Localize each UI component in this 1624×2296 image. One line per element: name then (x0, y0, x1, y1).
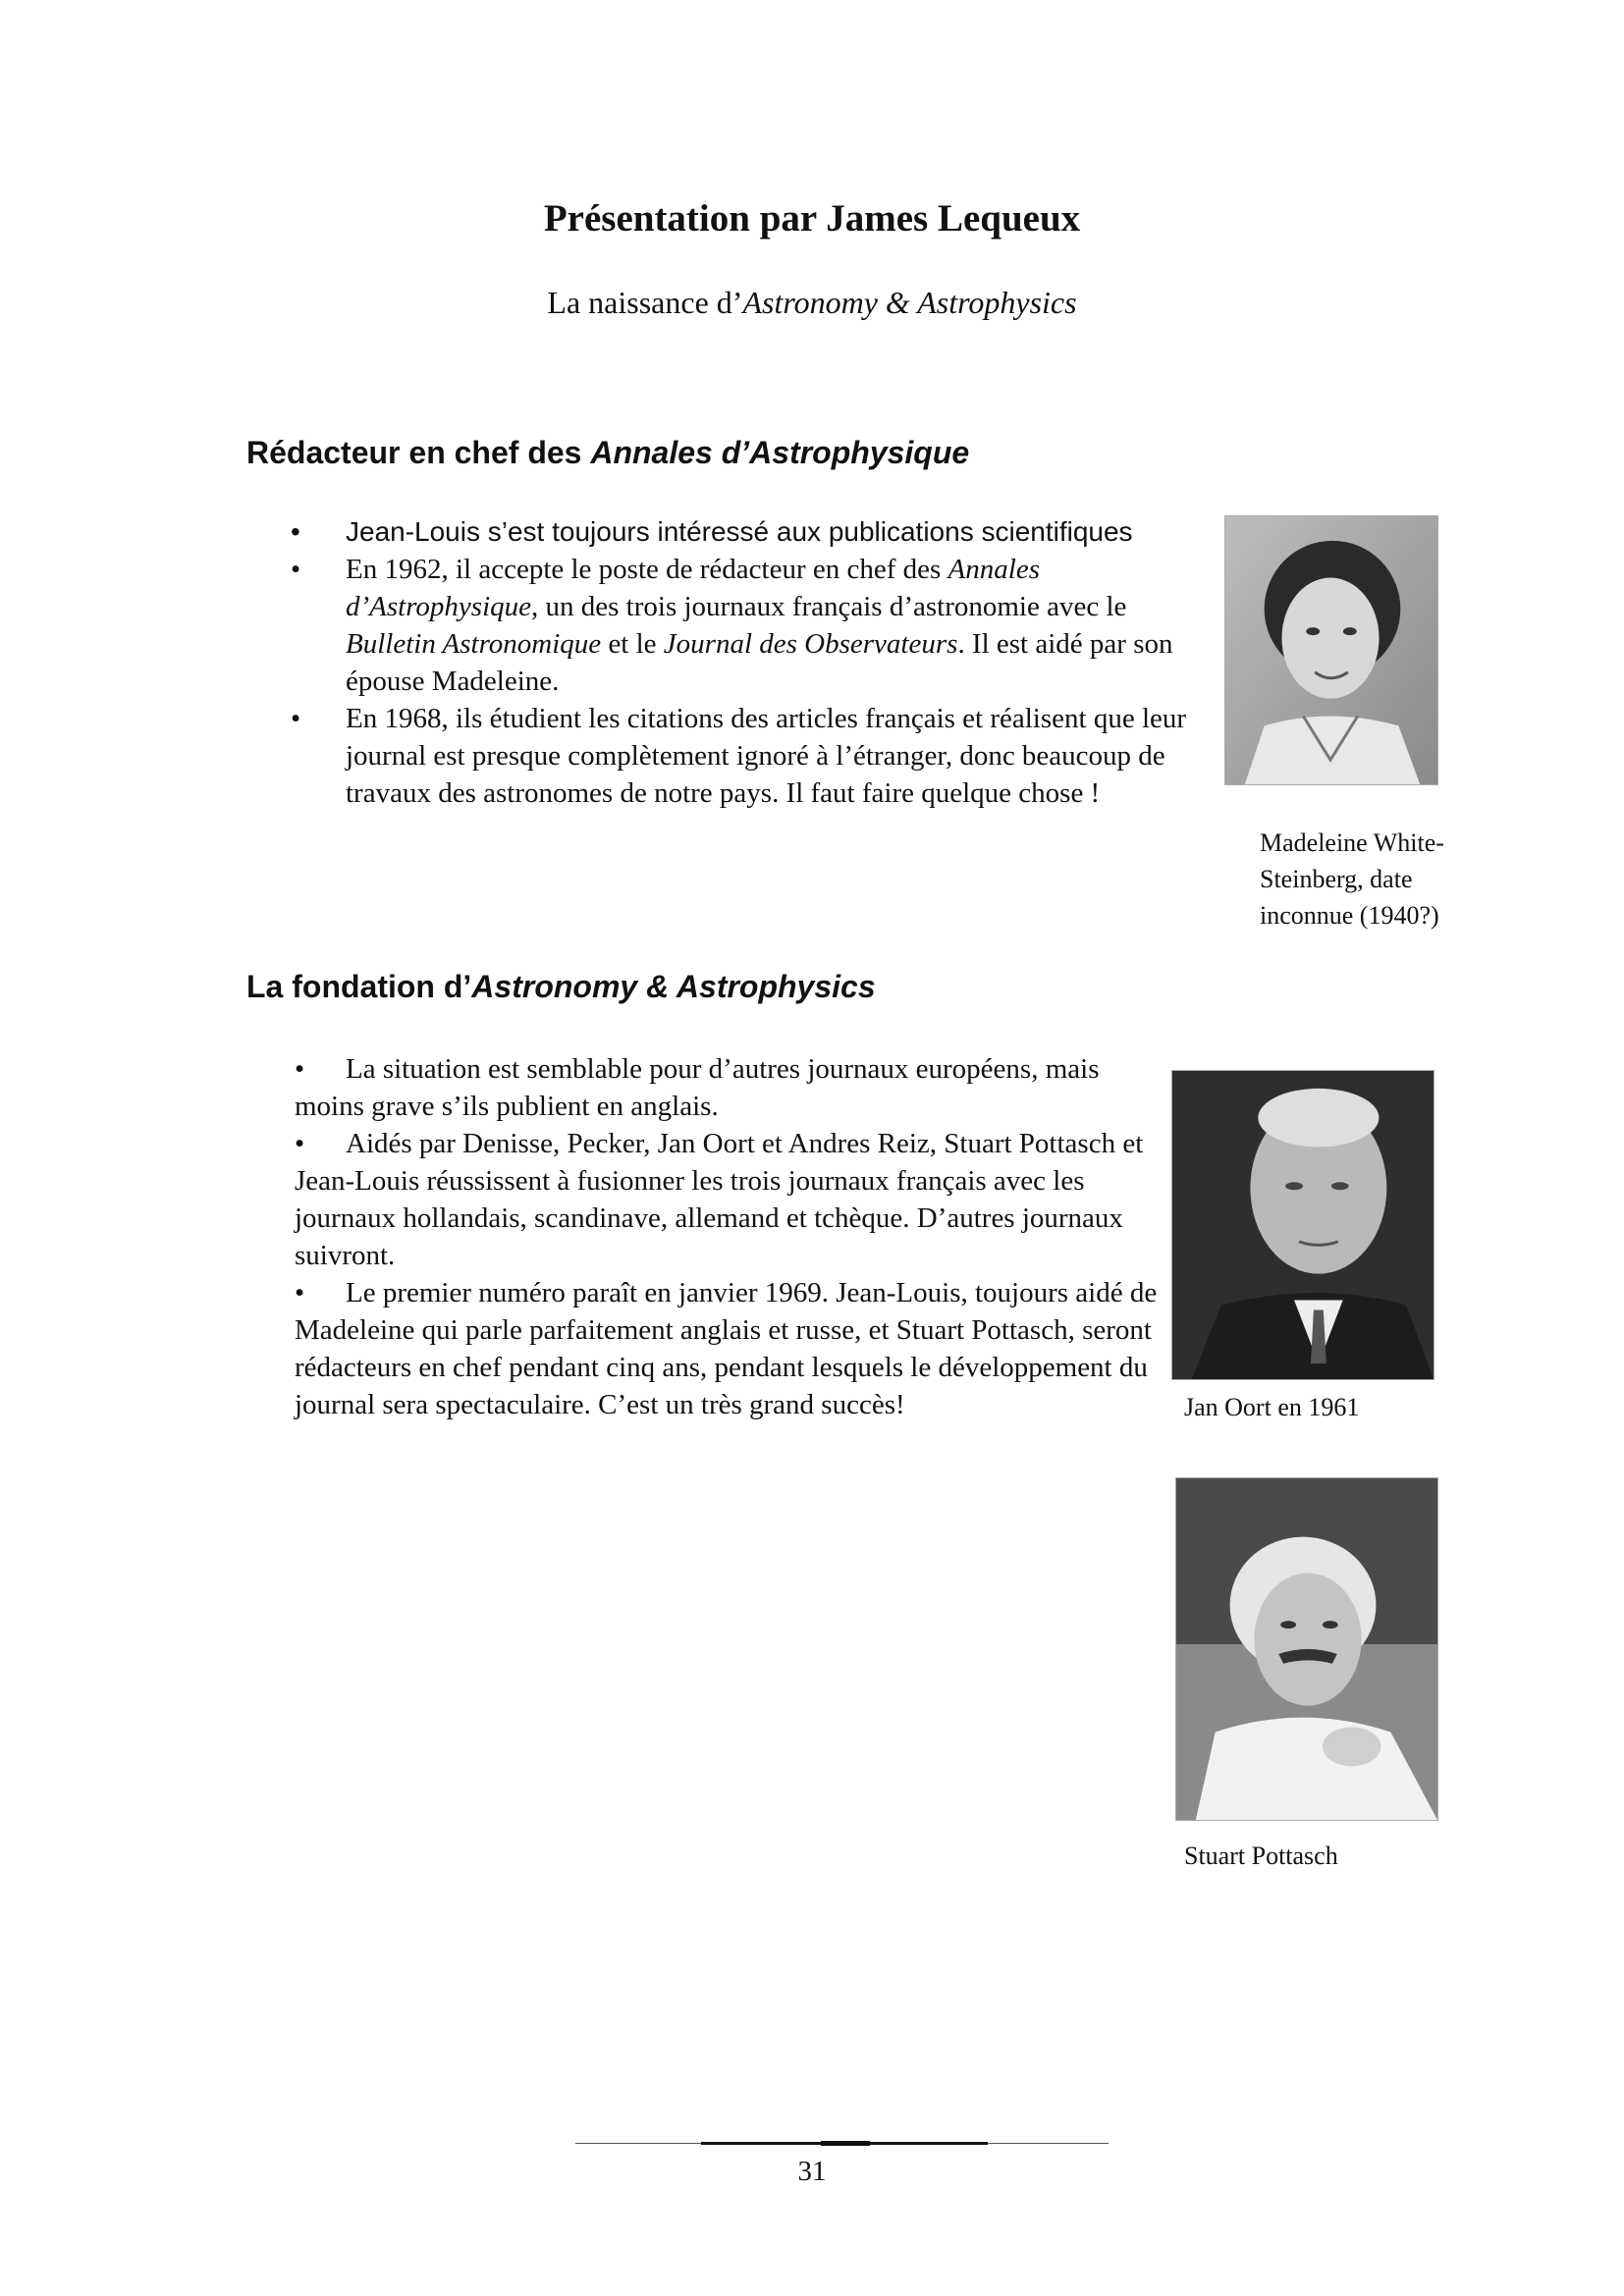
section-heading-journal: Annales d’Astrophysique (590, 435, 970, 470)
photo-caption: Jan Oort en 1961 (1184, 1393, 1360, 1421)
bullet-icon: • (295, 1128, 305, 1159)
bullet-icon: • (291, 703, 301, 734)
section-heading-journal: Astronomy & Astrophysics (471, 969, 876, 1004)
list-item-text: Jean-Louis s’est toujours intéressé aux publications scientifiques (346, 516, 1133, 547)
list-item (291, 551, 1194, 700)
page-number: 31 (797, 2156, 827, 2187)
list-item-text: La situation est semblable pour d’autres journaux européens, mais moins grave s’ils publient en anglais. (295, 1053, 1100, 1122)
footer-divider-accent (821, 2141, 870, 2146)
section-heading-editor (246, 435, 969, 471)
subtitle-text: La naissance d’ (547, 285, 743, 320)
section-heading-foundation (246, 969, 876, 1005)
portrait-madeleine-image (1225, 516, 1437, 784)
photo-caption: Stuart Pottasch (1184, 1842, 1338, 1870)
journal-name: Journal des Observateurs (663, 628, 958, 660)
bullet-icon: • (291, 554, 301, 585)
bullet-icon: • (295, 1053, 305, 1085)
list-item (295, 1050, 1159, 1125)
page-title: Présentation par James Lequeux (543, 197, 1081, 240)
list-item-text: Aidés par Denisse, Pecker, Jan Oort et Andres Reiz, Stuart Pottasch et Jean-Louis réussissent à fusionner les trois journaux français avec les journaux hollandais, scandinave, allemand et tchèque. D’autres journaux suivront. (295, 1128, 1144, 1271)
section-heading-text: Rédacteur en chef des (246, 435, 591, 470)
list-item-text: En 1962, il accepte le poste de rédacteur en chef des (346, 554, 948, 585)
subtitle-journal-name: Astronomy & Astrophysics (742, 285, 1077, 320)
portrait-stuart-pottasch-image (1176, 1478, 1437, 1820)
list-item (291, 700, 1194, 812)
list-item-text: En 1968, ils étudient les citations des articles français et réalisent que leur journal est presque complètement ignoré à l’étranger, donc beaucoup de travaux des astronomes de notre pays. Il faut faire quelque chose ! (346, 703, 1187, 809)
list-item-text: et le (601, 628, 664, 660)
bullet-icon: • (291, 516, 300, 547)
journal-name: Bulletin Astronomique (346, 628, 602, 660)
list-item-text: , un des trois journaux français d’astronomie avec le (531, 591, 1127, 622)
photo-jan-oort (1171, 1070, 1435, 1380)
photo-madeleine (1224, 515, 1438, 785)
list-item (295, 1274, 1159, 1423)
list-item (291, 513, 1194, 551)
section-heading-text: La fondation d’ (246, 969, 472, 1004)
list-item-text: . Il est aidé par son épouse Madeleine. (346, 628, 1173, 697)
photo-stuart-pottasch (1175, 1477, 1438, 1821)
list-item (295, 1125, 1159, 1274)
portrait-jan-oort-image (1172, 1071, 1434, 1379)
bullet-icon: • (295, 1277, 305, 1308)
list-item-text: Le premier numéro paraît en janvier 1969. Jean-Louis, toujours aidé de Madeleine qui parle parfaitement anglais et russe, et Stuart Pottasch, seront rédacteurs en chef pendant cinq ans, pendant lesquels le développement du journal sera spectaculaire. C’est un très grand succès! (295, 1277, 1158, 1420)
journal-name: Annales d’Astrophysique (346, 554, 1040, 622)
page-subtitle (0, 285, 1624, 321)
photo-caption: Madeleine White-Steinberg, date inconnue (1940?) (1260, 828, 1444, 930)
foundation-bullet-list (295, 1050, 1159, 1423)
editor-bullet-list (291, 513, 1194, 812)
